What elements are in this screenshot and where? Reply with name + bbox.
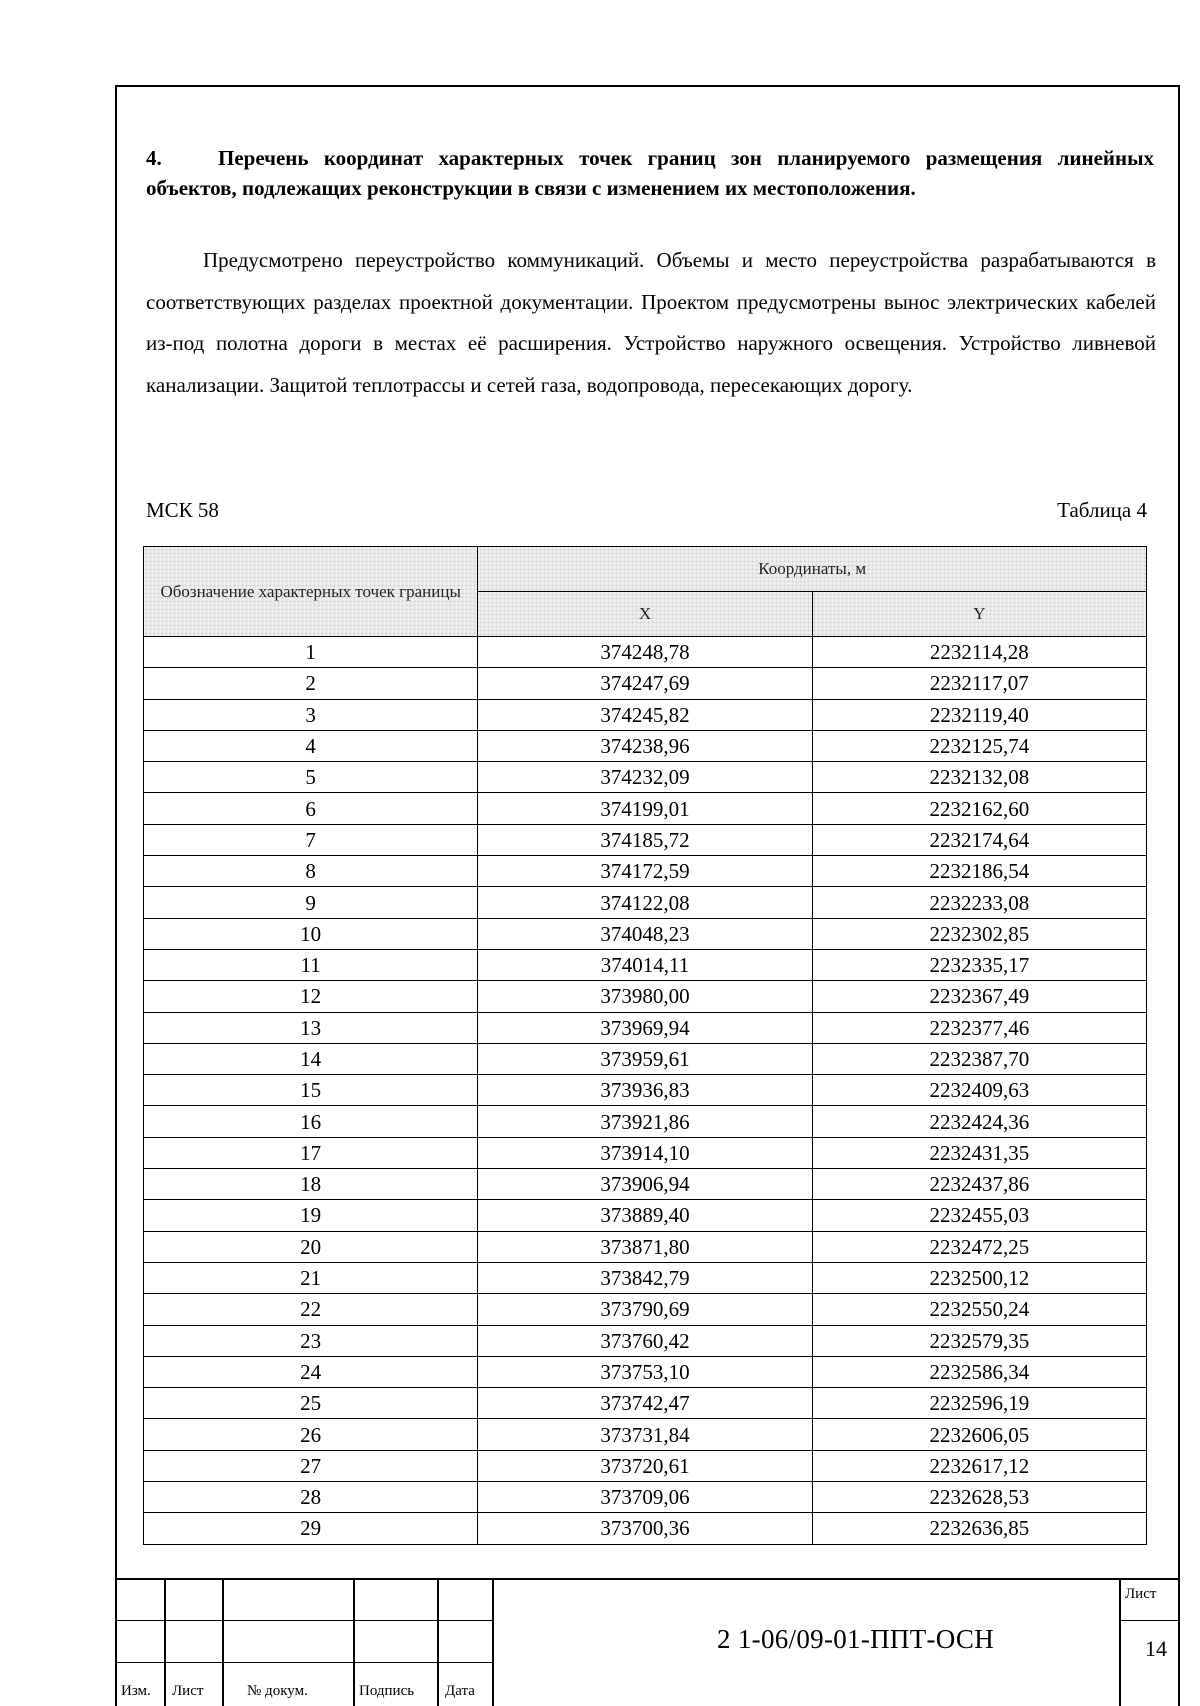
y-coordinate-cell: 2232174,64: [812, 824, 1146, 855]
point-number-cell: 11: [144, 949, 478, 980]
title-block-divider: [164, 1580, 166, 1706]
table-row: [144, 762, 1147, 793]
x-coordinate-cell: 373709,06: [478, 1482, 812, 1513]
y-coordinate-cell: 2232162,60: [812, 793, 1146, 824]
point-number-cell: 15: [144, 1075, 478, 1106]
stamp-izm-label: Изм.: [121, 1683, 151, 1699]
x-coordinate-cell: 373914,10: [478, 1137, 812, 1168]
document-code: 2 1-06/09-01-ППТ-ОСН: [717, 1624, 995, 1654]
point-number-cell: 3: [144, 699, 478, 730]
table-row: [144, 730, 1147, 761]
point-number-cell: 19: [144, 1200, 478, 1231]
y-coordinate-cell: 2232617,12: [812, 1450, 1146, 1481]
title-block-divider: [1119, 1580, 1121, 1706]
y-coordinate-cell: 2232472,25: [812, 1231, 1146, 1262]
x-coordinate-cell: 374245,82: [478, 699, 812, 730]
y-coordinate-cell: 2232409,63: [812, 1075, 1146, 1106]
title-block-divider: [492, 1580, 494, 1706]
table-row: [144, 949, 1147, 980]
section-number: 4.: [146, 146, 162, 170]
y-coordinate-cell: 2232606,05: [812, 1419, 1146, 1450]
x-coordinate-cell: 373842,79: [478, 1262, 812, 1293]
table-row: [144, 887, 1147, 918]
y-coordinate-cell: 2232377,46: [812, 1012, 1146, 1043]
table-row: [144, 918, 1147, 949]
x-coordinate-cell: 374172,59: [478, 856, 812, 887]
y-coordinate-cell: 2232132,08: [812, 762, 1146, 793]
header-x: X: [478, 592, 812, 637]
x-coordinate-cell: 373731,84: [478, 1419, 812, 1450]
table-row: [144, 1356, 1147, 1387]
point-number-cell: 12: [144, 981, 478, 1012]
y-coordinate-cell: 2232114,28: [812, 637, 1146, 668]
table-row: [144, 1075, 1147, 1106]
x-coordinate-cell: 373871,80: [478, 1231, 812, 1262]
y-coordinate-cell: 2232431,35: [812, 1137, 1146, 1168]
title-block-rule: [117, 1662, 494, 1663]
x-coordinate-cell: 373969,94: [478, 1012, 812, 1043]
header-point-designation: Обозначение характерных точек границы: [144, 547, 478, 637]
header-coordinates: Координаты, м: [478, 547, 1147, 592]
sheet-label: Лист: [1125, 1586, 1157, 1602]
table-row: [144, 1231, 1147, 1262]
table-row: [144, 1137, 1147, 1168]
y-coordinate-cell: 2232424,36: [812, 1106, 1146, 1137]
point-number-cell: 23: [144, 1325, 478, 1356]
point-number-cell: 4: [144, 730, 478, 761]
title-block-rule: [117, 1620, 494, 1621]
point-number-cell: 28: [144, 1482, 478, 1513]
point-number-cell: 27: [144, 1450, 478, 1481]
point-number-cell: 10: [144, 918, 478, 949]
y-coordinate-cell: 2232387,70: [812, 1043, 1146, 1074]
section-heading: [146, 143, 1154, 203]
body-paragraph: Предусмотрено переустройство коммуникаций. Объемы и место переустройства разрабатываются в соответствующих разделах проектной документации. Проектом предусмотрены вынос электрических кабелей из-под полотна дороги в местах её расширения. Устройство наружного освещения. Устройство ливневой канализации. Защитой теплотрассы и сетей газа, водопровода, пересекающих дорогу.: [146, 248, 1156, 397]
table-row: [144, 1388, 1147, 1419]
x-coordinate-cell: 373980,00: [478, 981, 812, 1012]
table-row: [144, 1325, 1147, 1356]
table-row: [144, 981, 1147, 1012]
x-coordinate-cell: 374122,08: [478, 887, 812, 918]
x-coordinate-cell: 374199,01: [478, 793, 812, 824]
y-coordinate-cell: 2232186,54: [812, 856, 1146, 887]
table-row: [144, 1419, 1147, 1450]
table-body: [144, 637, 1147, 1545]
section-title: Перечень координат характерных точек границ зон планируемого размещения линейных объектов, подлежащих реконструкции в связи с изменением их местоположения.: [146, 146, 1154, 200]
header-y: Y: [812, 592, 1146, 637]
y-coordinate-cell: 2232579,35: [812, 1325, 1146, 1356]
y-coordinate-cell: 2232550,24: [812, 1294, 1146, 1325]
y-coordinate-cell: 2232500,12: [812, 1262, 1146, 1293]
stamp-doc-number-label: № докум.: [247, 1683, 308, 1699]
point-number-cell: 14: [144, 1043, 478, 1074]
coordinates-table: [143, 546, 1147, 1545]
title-block-divider: [222, 1580, 224, 1706]
y-coordinate-cell: 2232302,85: [812, 918, 1146, 949]
table-row: [144, 1169, 1147, 1200]
table-row: [144, 1012, 1147, 1043]
x-coordinate-cell: 374247,69: [478, 668, 812, 699]
x-coordinate-cell: 374238,96: [478, 730, 812, 761]
x-coordinate-cell: 373753,10: [478, 1356, 812, 1387]
point-number-cell: 6: [144, 793, 478, 824]
title-block-rule: [1119, 1620, 1180, 1621]
x-coordinate-cell: 374248,78: [478, 637, 812, 668]
table-row: [144, 824, 1147, 855]
point-number-cell: 21: [144, 1262, 478, 1293]
table-row: [144, 1513, 1147, 1544]
x-coordinate-cell: 374014,11: [478, 949, 812, 980]
coordinate-system-label: МСК 58: [146, 498, 219, 522]
x-coordinate-cell: 374232,09: [478, 762, 812, 793]
x-coordinate-cell: 373959,61: [478, 1043, 812, 1074]
x-coordinate-cell: 373906,94: [478, 1169, 812, 1200]
point-number-cell: 22: [144, 1294, 478, 1325]
x-coordinate-cell: 373889,40: [478, 1200, 812, 1231]
table-row: [144, 793, 1147, 824]
point-number-cell: 8: [144, 856, 478, 887]
table-row: [144, 1450, 1147, 1481]
y-coordinate-cell: 2232117,07: [812, 668, 1146, 699]
y-coordinate-cell: 2232455,03: [812, 1200, 1146, 1231]
point-number-cell: 29: [144, 1513, 478, 1544]
x-coordinate-cell: 374048,23: [478, 918, 812, 949]
table-number-label: Таблица 4: [1057, 498, 1147, 522]
y-coordinate-cell: 2232125,74: [812, 730, 1146, 761]
y-coordinate-cell: 2232119,40: [812, 699, 1146, 730]
table-row: [144, 1043, 1147, 1074]
table-row: [144, 1200, 1147, 1231]
title-block-divider: [437, 1580, 439, 1706]
x-coordinate-cell: 373742,47: [478, 1388, 812, 1419]
x-coordinate-cell: 373720,61: [478, 1450, 812, 1481]
y-coordinate-cell: 2232628,53: [812, 1482, 1146, 1513]
point-number-cell: 2: [144, 668, 478, 699]
x-coordinate-cell: 373700,36: [478, 1513, 812, 1544]
x-coordinate-cell: 373936,83: [478, 1075, 812, 1106]
point-number-cell: 17: [144, 1137, 478, 1168]
table-row: [144, 1106, 1147, 1137]
table-row: [144, 1482, 1147, 1513]
table-row: [144, 699, 1147, 730]
y-coordinate-cell: 2232437,86: [812, 1169, 1146, 1200]
point-number-cell: 5: [144, 762, 478, 793]
x-coordinate-cell: 374185,72: [478, 824, 812, 855]
y-coordinate-cell: 2232636,85: [812, 1513, 1146, 1544]
sheet-number: 14: [1145, 1636, 1167, 1661]
x-coordinate-cell: 373760,42: [478, 1325, 812, 1356]
stamp-signature-label: Подпись: [359, 1683, 415, 1699]
point-number-cell: 24: [144, 1356, 478, 1387]
table-row: [144, 856, 1147, 887]
point-number-cell: 26: [144, 1419, 478, 1450]
y-coordinate-cell: 2232586,34: [812, 1356, 1146, 1387]
point-number-cell: 20: [144, 1231, 478, 1262]
title-block: [115, 1578, 1180, 1706]
point-number-cell: 1: [144, 637, 478, 668]
point-number-cell: 7: [144, 824, 478, 855]
y-coordinate-cell: 2232233,08: [812, 887, 1146, 918]
table-row: [144, 1262, 1147, 1293]
y-coordinate-cell: 2232335,17: [812, 949, 1146, 980]
stamp-date-label: Дата: [445, 1683, 475, 1699]
table-row: [144, 1294, 1147, 1325]
point-number-cell: 25: [144, 1388, 478, 1419]
x-coordinate-cell: 373921,86: [478, 1106, 812, 1137]
y-coordinate-cell: 2232596,19: [812, 1388, 1146, 1419]
stamp-list-label: Лист: [172, 1683, 204, 1699]
point-number-cell: 13: [144, 1012, 478, 1043]
point-number-cell: 9: [144, 887, 478, 918]
title-block-divider: [353, 1580, 355, 1706]
table-row: [144, 668, 1147, 699]
y-coordinate-cell: 2232367,49: [812, 981, 1146, 1012]
table-row: [144, 637, 1147, 668]
point-number-cell: 16: [144, 1106, 478, 1137]
x-coordinate-cell: 373790,69: [478, 1294, 812, 1325]
point-number-cell: 18: [144, 1169, 478, 1200]
